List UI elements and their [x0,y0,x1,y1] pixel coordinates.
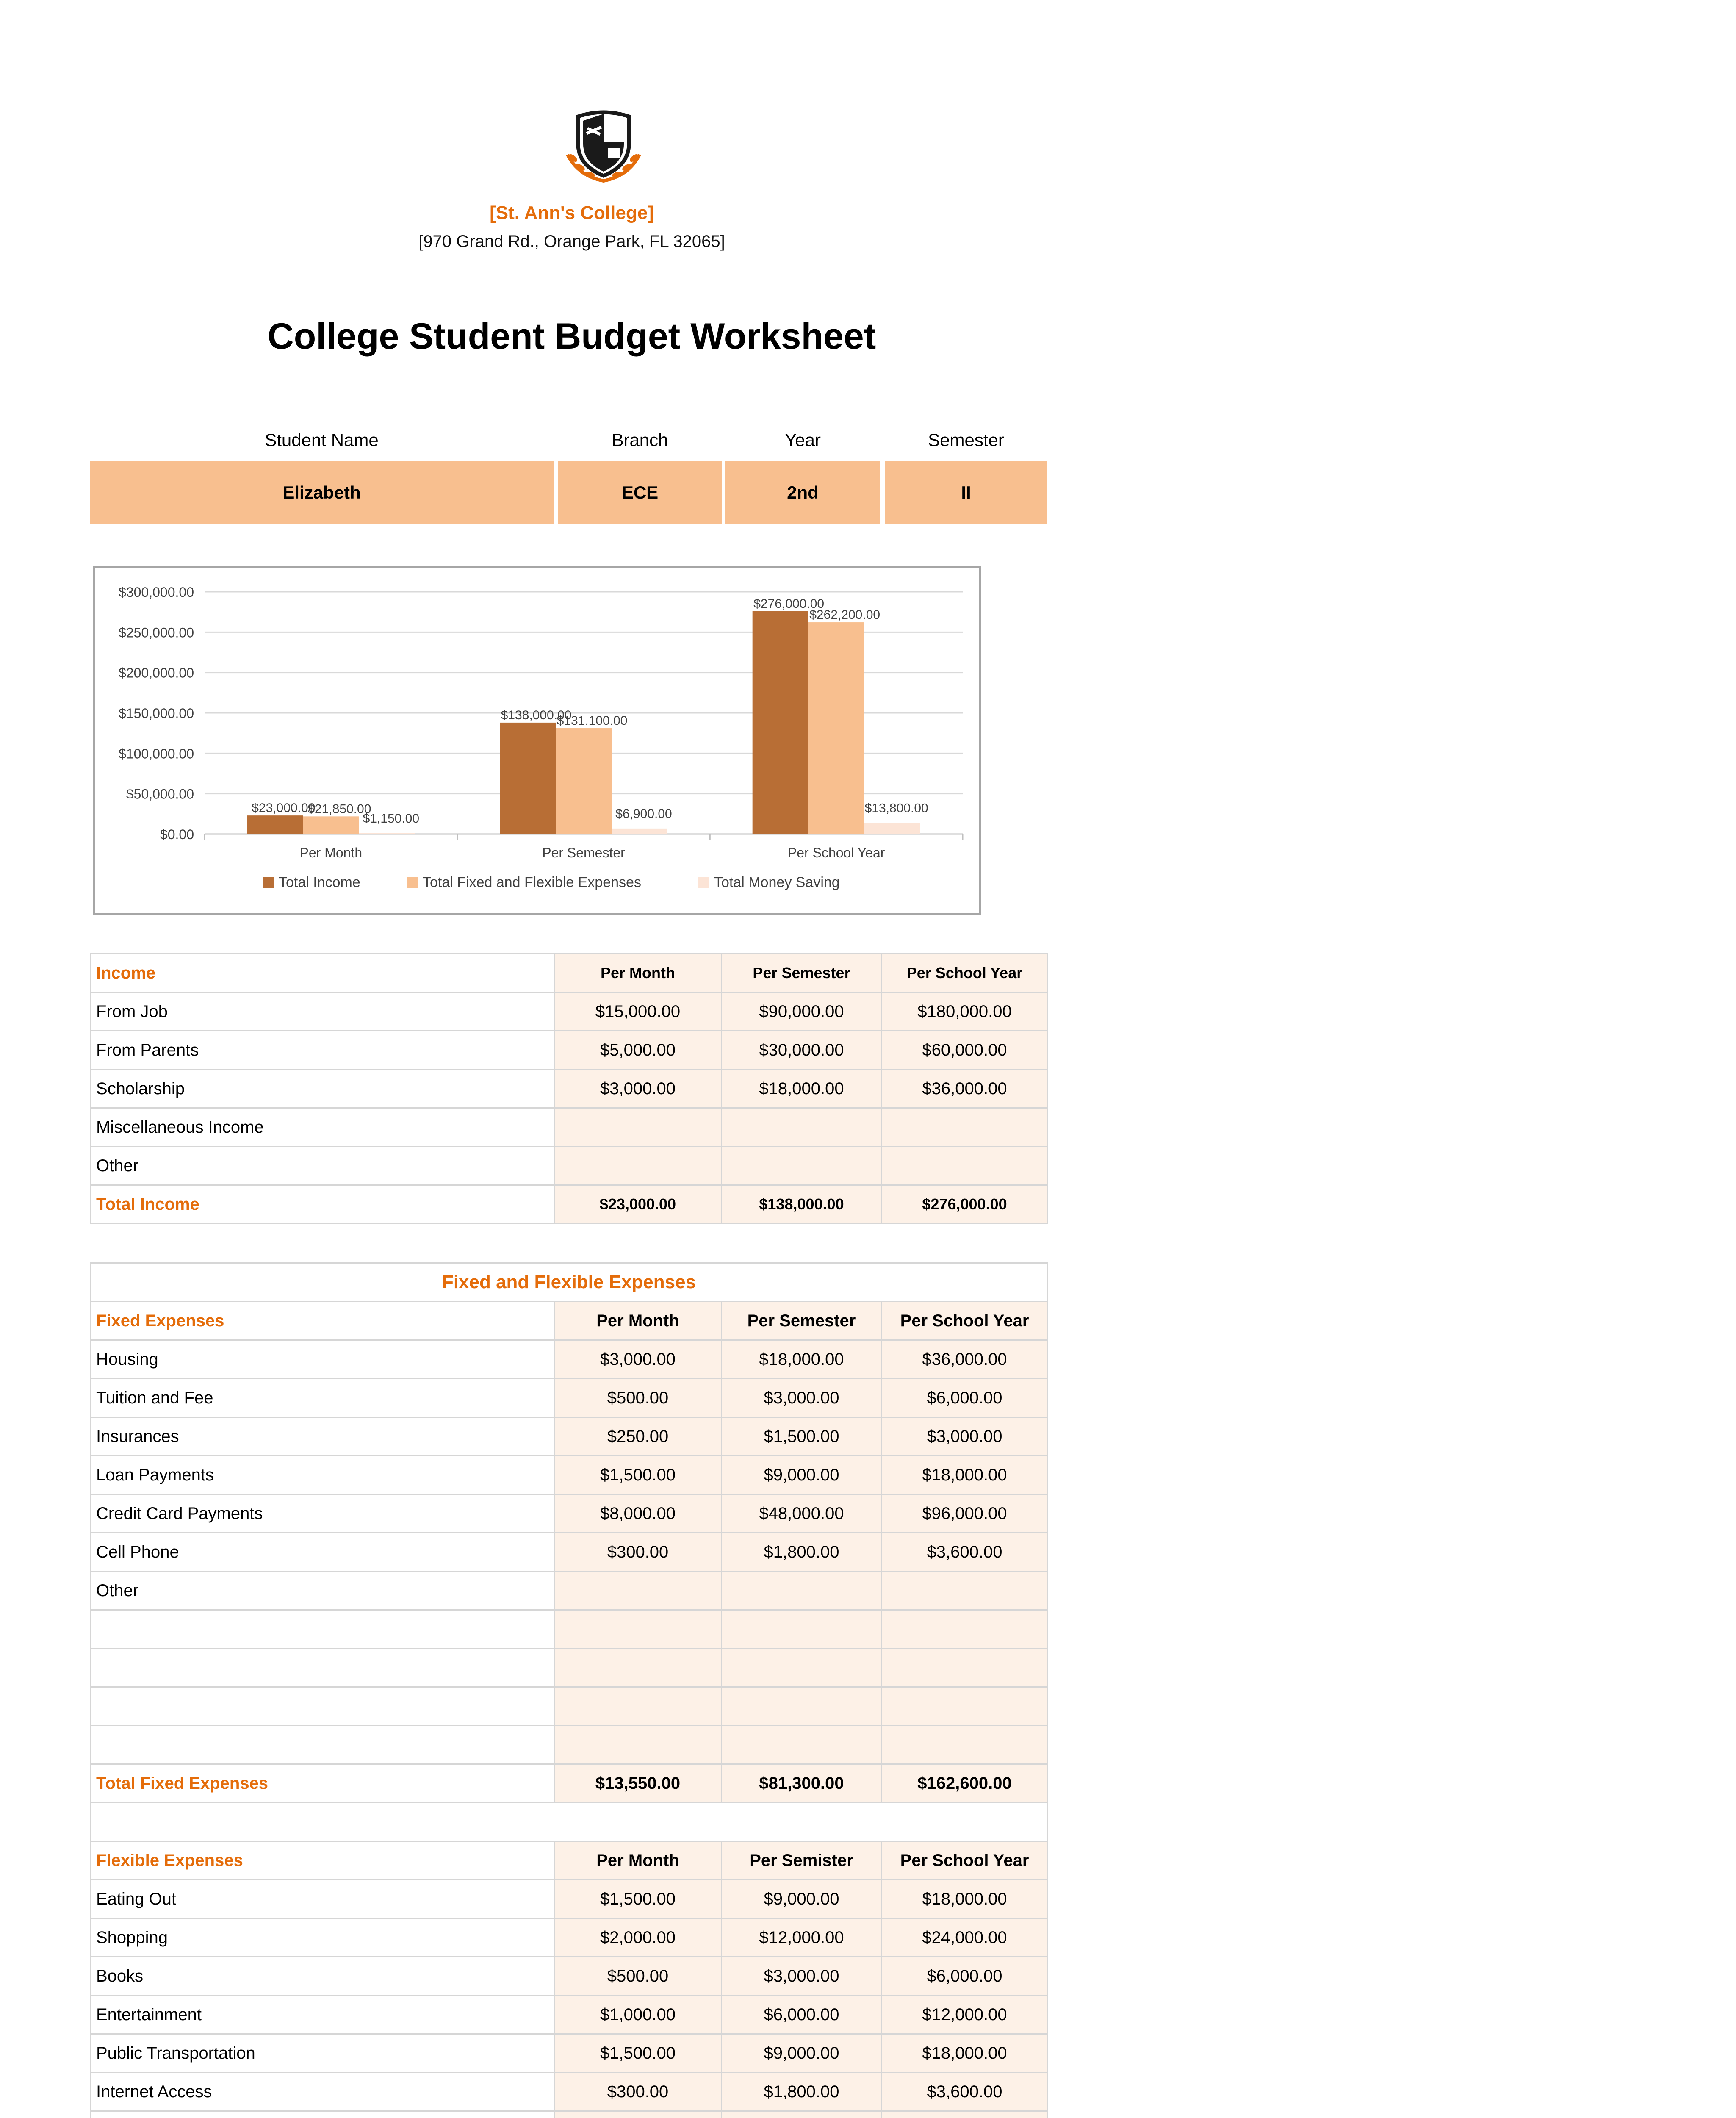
flexible-expense-row [91,2034,1048,2073]
semester-label: Semester [928,430,1004,450]
income-row [91,1147,1048,1185]
amount-cell[interactable]: $3,000.00 [882,1417,1048,1456]
amount-cell[interactable]: $1,000.00 [554,1996,722,2034]
column-header: Per School Year [882,1302,1048,1340]
amount-cell[interactable]: $5,000.00 [554,1031,722,1070]
amount-cell[interactable] [722,1108,882,1147]
amount-cell[interactable]: $36,000.00 [882,1340,1048,1379]
fixed-expense-row [91,1610,1048,1649]
spacer-cell [91,1803,1048,1841]
branch-field[interactable]: ECE [558,461,722,524]
flexible-expense-row [91,2111,1048,2118]
y-tick-label: $100,000.00 [119,746,194,762]
amount-cell[interactable] [554,1610,722,1649]
legend-label: Total Income [279,874,360,890]
total-value: $276,000.00 [882,1185,1048,1224]
amount-cell[interactable]: $300.00 [554,1533,722,1572]
row-label[interactable] [91,1687,554,1726]
income-row [91,1108,1048,1147]
amount-cell[interactable]: $500.00 [554,1379,722,1417]
income-row [91,1031,1048,1070]
amount-cell[interactable] [554,1687,722,1726]
amount-cell[interactable] [882,1610,1048,1649]
row-label[interactable]: Credit Card Payments [91,1494,554,1533]
amount-cell[interactable]: $1,500.00 [554,1456,722,1494]
data-label: $276,000.00 [753,596,825,611]
amount-cell[interactable]: $3,000.00 [722,1957,882,1996]
amount-cell[interactable] [722,1610,882,1649]
student-name-field[interactable]: Elizabeth [90,461,554,524]
college-crest-logo [561,108,646,184]
legend-swatch [263,877,274,888]
flexible-expense-row [91,1880,1048,1918]
income-row [91,992,1048,1031]
amount-cell[interactable] [554,2111,722,2118]
row-label[interactable] [91,1726,554,1764]
amount-cell[interactable]: $3,000.00 [554,1340,722,1379]
data-label: $21,850.00 [307,802,371,816]
amount-cell[interactable]: $3,000.00 [722,1379,882,1417]
legend-label: Total Money Saving [714,874,840,890]
column-header: Per Month [554,954,722,992]
amount-cell[interactable]: $3,600.00 [882,1533,1048,1572]
amount-cell[interactable] [554,1572,722,1610]
amount-cell[interactable]: $12,000.00 [722,1918,882,1957]
amount-cell[interactable]: $30,000.00 [722,1031,882,1070]
amount-cell[interactable] [882,1649,1048,1687]
income-header-row [91,954,1048,992]
total-value: $81,300.00 [722,1764,882,1803]
column-header: Per Month [554,1841,722,1880]
total-label: Total Fixed Expenses [91,1764,554,1803]
data-label: $262,200.00 [809,608,880,622]
row-label[interactable]: Public Transportation [91,2034,554,2073]
total-label: Total Income [91,1185,554,1224]
budget-chart-svg [95,568,979,913]
amount-cell[interactable]: $96,000.00 [882,1494,1048,1533]
amount-cell[interactable]: $18,000.00 [882,1880,1048,1918]
fixed-expense-row [91,1494,1048,1533]
amount-cell[interactable]: $1,500.00 [554,1880,722,1918]
row-label[interactable]: Tuition and Fee [91,1379,554,1417]
amount-cell[interactable]: $2,000.00 [554,1918,722,1957]
amount-cell[interactable]: $18,000.00 [882,1456,1048,1494]
fixed-total-row [91,1764,1048,1803]
semester-field[interactable]: II [885,461,1047,524]
row-label[interactable]: Entertainment [91,1996,554,2034]
row-label[interactable]: Shopping [91,1918,554,1957]
fixed-expense-row [91,1456,1048,1494]
amount-cell[interactable] [722,1147,882,1185]
row-label[interactable]: From Job [91,992,554,1031]
amount-cell[interactable] [882,1108,1048,1147]
section-header-label: Flexible Expenses [91,1841,554,1880]
bar-total-money-saving [864,823,920,834]
legend-swatch [698,877,709,888]
data-label: $138,000.00 [501,708,572,722]
amount-cell[interactable] [722,2111,882,2118]
bar-total-money-saving [612,829,667,834]
amount-cell[interactable]: $12,000.00 [882,1996,1048,2034]
row-label[interactable]: Miscellaneous Income [91,1108,554,1147]
amount-cell[interactable] [882,1147,1048,1185]
amount-cell[interactable]: $48,000.00 [722,1494,882,1533]
row-label[interactable]: Books [91,1957,554,1996]
row-label[interactable]: Cell Phone [91,1533,554,1572]
fixed-header-row [91,1302,1048,1340]
flexible-expense-row [91,1918,1048,1957]
y-tick-label: $300,000.00 [119,585,194,600]
income-table [90,953,1048,1224]
amount-cell[interactable]: $6,000.00 [722,1996,882,2034]
amount-cell[interactable]: $180,000.00 [882,992,1048,1031]
amount-cell[interactable]: $1,500.00 [554,2034,722,2073]
total-value: $23,000.00 [554,1185,722,1224]
amount-cell[interactable]: $9,000.00 [722,1456,882,1494]
amount-cell[interactable]: $18,000.00 [882,2034,1048,2073]
column-header: Per Semester [722,954,882,992]
year-field[interactable]: 2nd [725,461,880,524]
amount-cell[interactable]: $3,600.00 [882,2073,1048,2111]
bar-total-income [500,723,556,834]
section-header-label: Fixed Expenses [91,1302,554,1340]
row-label[interactable] [91,1649,554,1687]
x-tick-label: Per Semester [542,845,625,860]
y-tick-label: $250,000.00 [119,625,194,640]
column-header: Per Month [554,1302,722,1340]
amount-cell[interactable]: $24,000.00 [882,1918,1048,1957]
amount-cell[interactable]: $8,000.00 [554,1494,722,1533]
y-tick-label: $150,000.00 [119,706,194,721]
row-label[interactable] [91,2111,554,2118]
fixed-expense-row [91,1533,1048,1572]
branch-label: Branch [612,430,668,450]
amount-cell[interactable]: $90,000.00 [722,992,882,1031]
bar-total-money-saving [359,833,415,834]
column-header: Per Semester [722,1302,882,1340]
row-label[interactable]: From Parents [91,1031,554,1070]
row-label[interactable]: Loan Payments [91,1456,554,1494]
fixed-expense-row [91,1417,1048,1456]
amount-cell[interactable]: $300.00 [554,2073,722,2111]
x-tick-label: Per School Year [787,845,885,860]
income-row [91,1070,1048,1108]
student-name-label: Student Name [265,430,379,450]
college-name: [St. Ann's College] [490,202,654,223]
total-value: $13,550.00 [554,1764,722,1803]
amount-cell[interactable] [554,1108,722,1147]
amount-cell[interactable]: $9,000.00 [722,1880,882,1918]
amount-cell[interactable] [554,1649,722,1687]
row-label[interactable]: Insurances [91,1417,554,1456]
expenses-section-title-row [91,1263,1048,1302]
legend-label: Total Fixed and Flexible Expenses [423,874,641,890]
total-value: $162,600.00 [882,1764,1048,1803]
amount-cell[interactable]: $60,000.00 [882,1031,1048,1070]
fixed-expense-row [91,1726,1048,1764]
amount-cell[interactable] [554,1726,722,1764]
amount-cell[interactable] [722,1687,882,1726]
amount-cell[interactable] [882,2111,1048,2118]
flexible-header-row [91,1841,1048,1880]
budget-chart [93,566,981,915]
amount-cell[interactable]: $500.00 [554,1957,722,1996]
data-label: $23,000.00 [252,801,316,815]
amount-cell[interactable]: $3,000.00 [554,1070,722,1108]
bar-total-income [753,611,808,834]
bar-total-fixed-and-flexible-expenses [303,816,359,834]
amount-cell[interactable]: $6,000.00 [882,1379,1048,1417]
amount-cell[interactable] [882,1726,1048,1764]
spacer-row [91,1803,1048,1841]
y-tick-label: $0.00 [160,827,194,842]
data-label: $131,100.00 [557,714,628,728]
fixed-expense-row [91,1340,1048,1379]
row-label[interactable]: Scholarship [91,1070,554,1108]
amount-cell[interactable]: $1,500.00 [722,1417,882,1456]
bar-total-fixed-and-flexible-expenses [808,622,864,834]
amount-cell[interactable] [554,1147,722,1185]
flexible-expense-row [91,1957,1048,1996]
amount-cell[interactable] [722,1649,882,1687]
amount-cell[interactable]: $18,000.00 [722,1340,882,1379]
column-header: Per School Year [882,1841,1048,1880]
amount-cell[interactable]: $18,000.00 [722,1070,882,1108]
bar-total-fixed-and-flexible-expenses [556,728,612,834]
row-label[interactable] [91,1610,554,1649]
amount-cell[interactable] [722,1726,882,1764]
bar-total-income [247,815,303,834]
expenses-table [90,1262,1048,2118]
y-tick-label: $50,000.00 [126,786,194,802]
college-address: [970 Grand Rd., Orange Park, FL 32065] [418,232,725,251]
data-label: $13,800.00 [864,801,928,815]
row-label[interactable]: Eating Out [91,1880,554,1918]
amount-cell[interactable]: $250.00 [554,1417,722,1456]
amount-cell[interactable]: $9,000.00 [722,2034,882,2073]
legend-swatch [407,877,418,888]
amount-cell[interactable]: $1,800.00 [722,1533,882,1572]
x-tick-label: Per Month [299,845,363,860]
column-header: Per Semister [722,1841,882,1880]
amount-cell[interactable] [882,1687,1048,1726]
income-total-row [91,1185,1048,1224]
data-label: $1,150.00 [363,811,420,826]
fixed-expense-row [91,1572,1048,1610]
amount-cell[interactable]: $36,000.00 [882,1070,1048,1108]
row-label[interactable]: Other [91,1147,554,1185]
amount-cell[interactable]: $1,800.00 [722,2073,882,2111]
amount-cell[interactable]: $6,000.00 [882,1957,1048,1996]
fixed-expense-row [91,1379,1048,1417]
y-tick-label: $200,000.00 [119,665,194,681]
row-label[interactable]: Housing [91,1340,554,1379]
row-label[interactable]: Other [91,1572,554,1610]
fixed-expense-row [91,1687,1048,1726]
page-title: College Student Budget Worksheet [267,316,876,357]
data-label: $6,900.00 [615,807,672,821]
year-label: Year [785,430,821,450]
flexible-expense-row [91,1996,1048,2034]
flexible-expense-row [91,2073,1048,2111]
section-header-label: Income [91,954,554,992]
amount-cell[interactable]: $15,000.00 [554,992,722,1031]
column-header: Per School Year [882,954,1048,992]
total-value: $138,000.00 [722,1185,882,1224]
fixed-expense-row [91,1649,1048,1687]
expenses-section-title: Fixed and Flexible Expenses [91,1263,1048,1302]
row-label[interactable]: Internet Access [91,2073,554,2111]
amount-cell[interactable] [722,1572,882,1610]
amount-cell[interactable] [882,1572,1048,1610]
